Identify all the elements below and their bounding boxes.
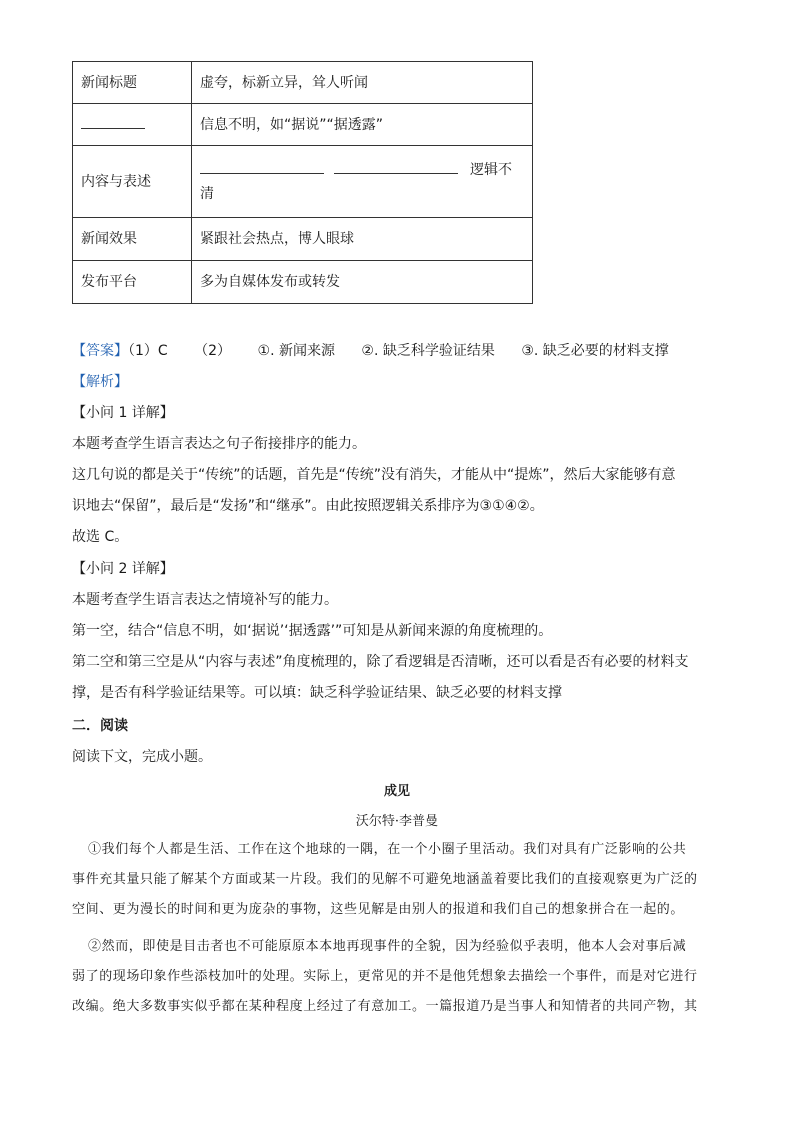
table-cell-value: [192, 146, 533, 218]
table-cell-label: 新闻标题: [73, 62, 192, 104]
table-cell-value: 信息不明，如“据说”“据透露”: [192, 104, 533, 146]
cell-text-line2: 清: [200, 185, 214, 202]
article-p1-line3: 空间、更为漫长的时间和更为庞杂的事物，这些见解是由别人的报道和我们自己的想象拼合在一起的。: [72, 902, 685, 917]
answer-item3: ③. 缺乏必要的材料支撑: [521, 343, 669, 359]
table-row: [73, 104, 533, 146]
article-title: 成见: [383, 784, 410, 799]
cell-text-tail: 逻辑不: [470, 161, 512, 178]
table-row: [73, 218, 533, 261]
q1-line3: 识地去“保留”，最后是“发扬”和“继承”。由此按照逻辑关系排序为③①④②。: [72, 498, 544, 514]
answer-item1: ①. 新闻来源: [257, 343, 335, 359]
q2-line4: 撑，是否有科学验证结果等。可以填：缺乏科学验证结果、缺乏必要的材料支撑: [72, 685, 562, 701]
q1-line2: 这几句说的都是关于“传统”的话题，首先是“传统”没有消失，才能从中“提炼”，然后大家能够有意: [72, 467, 676, 483]
table-cell-value: 多为自媒体发布或转发: [192, 261, 533, 304]
fill-blank-1: [81, 114, 145, 129]
q2-title: 【小问 2 详解】: [72, 561, 174, 577]
q2-line3: 第二空和第三空是从“内容与表述”角度梳理的，除了看逻辑是否清晰，还可以看是否有必要的材料支: [72, 654, 689, 670]
q1-title: 【小问 1 详解】: [72, 405, 174, 421]
reading-instruction: 阅读下文，完成小题。: [72, 749, 212, 765]
table-cell-label: 新闻效果: [73, 218, 192, 261]
article-p1-line2: 事件充其量只能了解某个方面或某一片段。我们的见解不可避免地涵盖着要比我们的直接观察更为广泛的: [72, 872, 698, 887]
q2-line2: 第一空，结合“信息不明，如‘据说’‘据透露’”可知是从新闻来源的角度梳理的。: [72, 623, 553, 639]
article-author: 沃尔特·李普曼: [355, 814, 439, 829]
table-cell-label: 发布平台: [73, 261, 192, 304]
answer-part1: （1）C: [128, 343, 168, 359]
table-cell-label: 内容与表述: [73, 146, 192, 218]
table-row: [73, 62, 533, 104]
answer-label: 【答案】: [72, 343, 128, 359]
analysis-label: 【解析】: [72, 374, 128, 390]
table-row: [73, 261, 533, 304]
table-cell-label-blank: [73, 104, 192, 146]
answer-line: [72, 341, 669, 361]
table-cell-value: 紧跟社会热点，博人眼球: [192, 218, 533, 261]
table-cell-value: 虚夸，标新立异，耸人听闻: [192, 62, 533, 104]
article-p2-line1: ②然而，即使是目击者也不可能原原本本地再现事件的全貌，因为经验似乎表明，他本人会对事后减: [88, 939, 687, 954]
q1-line1: 本题考查学生语言表达之句子衔接排序的能力。: [72, 436, 366, 452]
section-title: 二．阅读: [72, 718, 128, 734]
q2-line1: 本题考查学生语言表达之情境补写的能力。: [72, 592, 338, 608]
fill-blank-2: [200, 159, 324, 174]
article-p2-line2: 弱了的现场印象作些添枝加叶的处理。实际上，更常见的并不是他凭想象去描绘一个事件，而是对它进行: [72, 969, 698, 984]
table-row: [73, 146, 533, 218]
article-p1-line1: ①我们每个人都是生活、工作在这个地球的一隅，在一个小圈子里活动。我们对具有广泛影响的公共: [88, 842, 687, 857]
answer-item2: ②. 缺乏科学验证结果: [361, 343, 495, 359]
q1-line4: 故选 C。: [72, 529, 129, 545]
article-p2-line3: 改编。绝大多数事实似乎都在某种程度上经过了有意加工。一篇报道乃是当事人和知情者的共同产物，其: [72, 999, 698, 1014]
answer-part2: （2）: [194, 343, 232, 359]
news-feature-table: [72, 61, 533, 304]
fill-blank-3: [334, 159, 458, 174]
